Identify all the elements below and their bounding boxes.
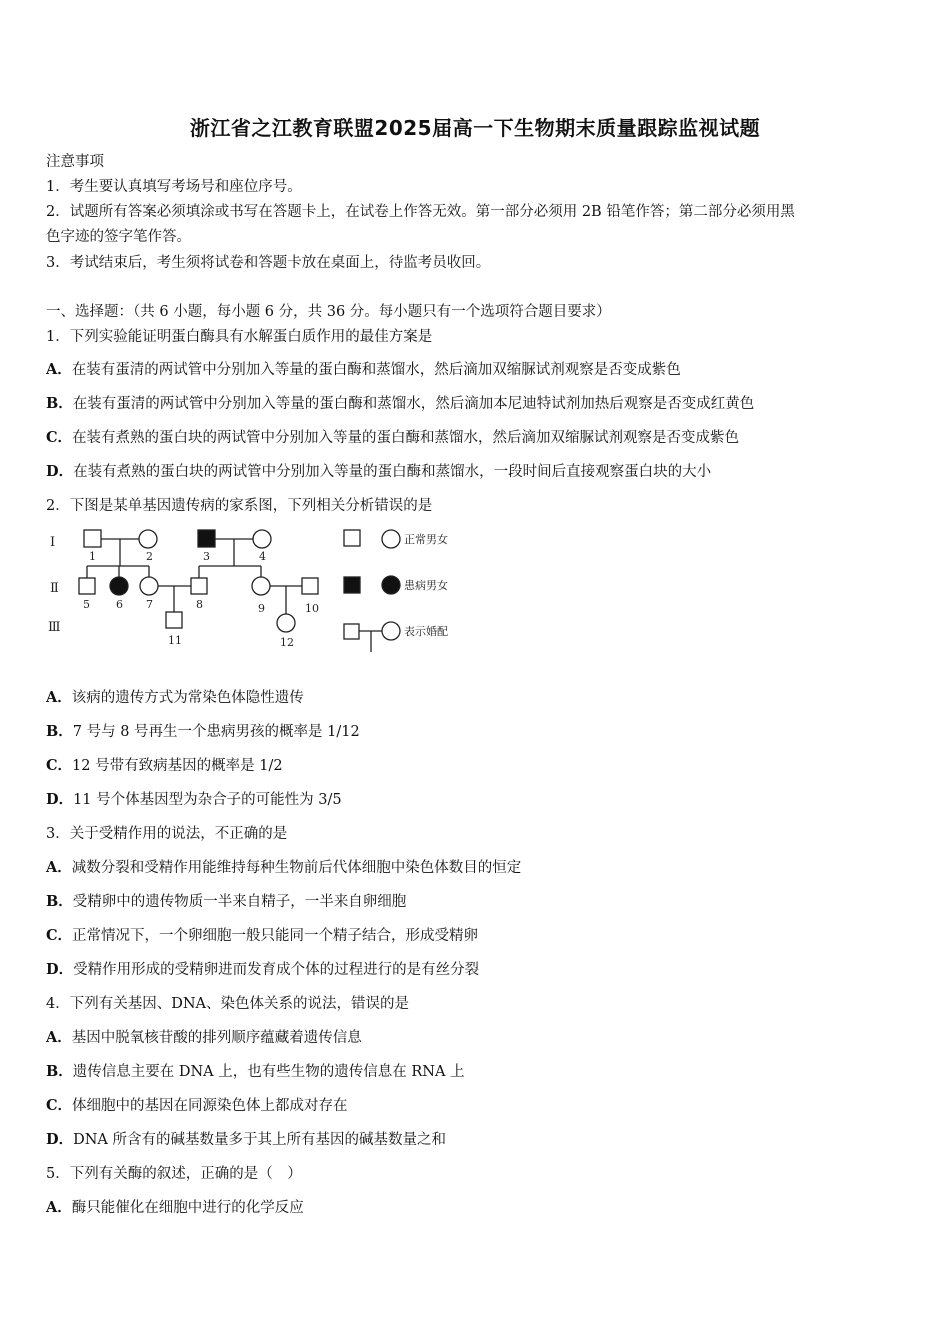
option-letter: C． [46, 1097, 73, 1114]
male-normal-symbol [166, 612, 182, 628]
individual-number: 9 [258, 602, 265, 615]
option [46, 1130, 446, 1150]
option-letter: D． [46, 961, 74, 978]
individual-number: 11 [168, 634, 182, 647]
option-text: 受精卵中的遗传物质一半来自精子，一半来自卵细胞 [72, 894, 407, 910]
option [46, 858, 521, 878]
notice-item: 色字迹的签字笔作答。 [46, 229, 191, 245]
option [46, 756, 283, 776]
option-letter: A． [46, 689, 72, 706]
male-normal-symbol [79, 578, 95, 594]
option-text: 在装有蛋清的两试管中分别加入等量的蛋白酶和蒸馏水，然后滴加本尼迪特试剂加热后观察是否变成红黄色 [72, 396, 755, 412]
male-normal-symbol [302, 578, 318, 594]
legend-label: 患病男女 [404, 579, 448, 592]
option-letter: D． [46, 1131, 74, 1148]
option-letter: C． [46, 429, 73, 446]
generation-label: Ⅰ [50, 535, 56, 550]
option-letter: B． [46, 395, 73, 412]
option [46, 926, 478, 946]
option-text: 在装有蛋清的两试管中分别加入等量的蛋白酶和蒸馏水，然后滴加双缩脲试剂观察是否变成紫色 [71, 362, 681, 378]
notice-heading: 注意事项 [46, 154, 104, 170]
individual-number: 1 [89, 550, 96, 563]
legend-label: 正常男女 [404, 533, 448, 546]
individual-number: 4 [259, 550, 266, 563]
option-text: 该病的遗传方式为常染色体隐性遗传 [71, 690, 304, 706]
male-normal-symbol [191, 578, 207, 594]
option-letter: B． [46, 1063, 73, 1080]
option-text: 7 号与 8 号再生一个患病男孩的概率是 1/12 [72, 724, 360, 740]
option-letter: C． [46, 927, 73, 944]
male-affected-symbol [198, 530, 215, 547]
generation-label: Ⅲ [48, 620, 61, 635]
option-text: 体细胞中的基因在同源染色体上都成对存在 [72, 1098, 348, 1114]
option [46, 462, 711, 482]
option-letter: A． [46, 361, 72, 378]
option-letter: D． [46, 463, 74, 480]
individual-number: 8 [196, 598, 203, 611]
notice-item: 2．试题所有答案必须填涂或书写在答题卡上，在试卷上作答无效。第一部分必须用 2B 铅笔作答；第二部分必须用黑 [46, 204, 795, 220]
question-stem: 1．下列实验能证明蛋白酶具有水解蛋白质作用的最佳方案是 [46, 329, 433, 345]
legend-male-affected-icon [344, 577, 360, 593]
option-text: DNA 所含有的碱基数量多于其上所有基因的碱基数量之和 [73, 1132, 446, 1148]
option [46, 790, 342, 810]
individual-number: 7 [146, 598, 153, 611]
option-text: 12 号带有致病基因的概率是 1/2 [72, 758, 283, 774]
option-text: 减数分裂和受精作用能维持每种生物前后代体细胞中染色体数目的恒定 [71, 860, 522, 876]
option [46, 688, 304, 708]
individual-number: 5 [83, 598, 90, 611]
option [46, 722, 360, 742]
notice-item: 1．考生要认真填写考场号和座位序号。 [46, 179, 302, 195]
question-stem: 4．下列有关基因、DNA、染色体关系的说法，错误的是 [46, 996, 410, 1012]
legend-female-affected-icon [382, 576, 400, 594]
option-text: 基因中脱氧核苷酸的排列顺序蕴藏着遗传信息 [71, 1030, 362, 1046]
individual-number: 6 [116, 598, 123, 611]
pedigree-diagram [40, 520, 480, 655]
female-normal-symbol [140, 577, 158, 595]
option [46, 394, 754, 414]
individual-number: 10 [305, 602, 319, 615]
female-normal-symbol [253, 530, 271, 548]
question-stem: 5．下列有关酶的叙述，正确的是（ ） [46, 1166, 302, 1182]
option-letter: A． [46, 1029, 72, 1046]
option [46, 428, 739, 448]
female-normal-symbol [139, 530, 157, 548]
option [46, 960, 479, 980]
option [46, 1028, 362, 1048]
legend-marriage-male-icon [344, 624, 359, 639]
option-text: 11 号个体基因型为杂合子的可能性为 3/5 [73, 792, 342, 808]
option-letter: B． [46, 893, 73, 910]
option [46, 1198, 304, 1218]
individual-number: 3 [203, 550, 210, 563]
option-text: 酶只能催化在细胞中进行的化学反应 [71, 1200, 304, 1216]
option-text: 正常情况下，一个卵细胞一般只能同一个精子结合，形成受精卵 [72, 928, 479, 944]
option-text: 遗传信息主要在 DNA 上，也有些生物的遗传信息在 RNA 上 [72, 1064, 465, 1080]
legend-female-normal-icon [382, 530, 400, 548]
female-normal-symbol [277, 614, 295, 632]
notice-item: 3．考试结束后，考生须将试卷和答题卡放在桌面上，待监考员收回。 [46, 255, 491, 271]
individual-number: 12 [280, 636, 294, 649]
legend-label: 表示婚配 [404, 625, 448, 638]
question-stem: 3．关于受精作用的说法，不正确的是 [46, 826, 288, 842]
individual-number: 2 [146, 550, 153, 563]
option [46, 1096, 348, 1116]
female-affected-symbol [110, 577, 128, 595]
legend-marriage-female-icon [382, 622, 400, 640]
option-text: 在装有煮熟的蛋白块的两试管中分别加入等量的蛋白酶和蒸馏水，一段时间后直接观察蛋白块的大小 [73, 464, 712, 480]
option-letter: A． [46, 859, 72, 876]
option [46, 1062, 465, 1082]
section-heading: 一、选择题：（共 6 小题，每小题 6 分，共 36 分。每小题只有一个选项符合题目要求） [46, 304, 611, 320]
option-text: 在装有煮熟的蛋白块的两试管中分别加入等量的蛋白酶和蒸馏水，然后滴加双缩脲试剂观察是否变成紫色 [72, 430, 740, 446]
male-normal-symbol [84, 530, 101, 547]
option-letter: C． [46, 757, 73, 774]
option-letter: D． [46, 791, 74, 808]
option [46, 360, 681, 380]
female-normal-symbol [252, 577, 270, 595]
page-title: 浙江省之江教育联盟2025届高一下生物期末质量跟踪监视试题 [189, 116, 761, 140]
option [46, 892, 406, 912]
option-letter: B． [46, 723, 73, 740]
option-letter: A． [46, 1199, 72, 1216]
option-text: 受精作用形成的受精卵进而发育成个体的过程进行的是有丝分裂 [73, 962, 480, 978]
question-stem: 2．下图是某单基因遗传病的家系图，下列相关分析错误的是 [46, 498, 433, 514]
legend-male-normal-icon [344, 530, 360, 546]
generation-label: Ⅱ [50, 581, 59, 596]
